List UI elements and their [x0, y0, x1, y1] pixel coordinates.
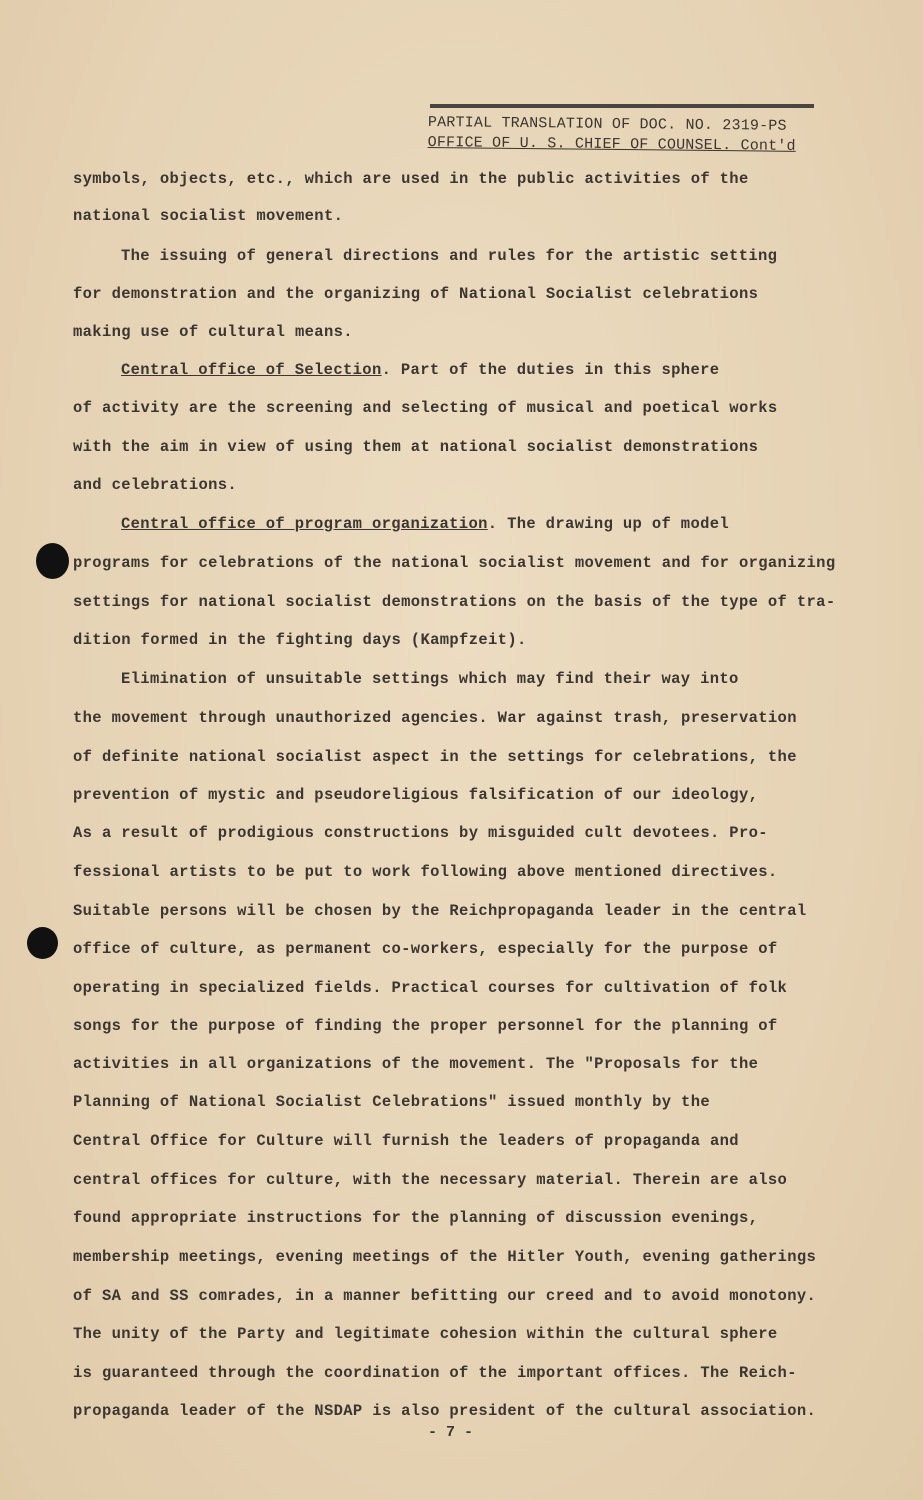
body-line: making use of cultural means.	[73, 323, 353, 341]
body-line: of SA and SS comrades, in a manner befitting our creed and to avoid monotony.	[73, 1287, 817, 1305]
body-line: is guaranteed through the coordination of the important offices. The Reich-	[73, 1364, 797, 1382]
section-heading-selection: Central office of Selection	[121, 361, 382, 379]
body-line: symbols, objects, etc., which are used in the public activities of the	[73, 170, 749, 188]
section-line-selection	[121, 361, 719, 379]
body-text: . The drawing up of model	[487, 515, 730, 533]
body-text: . Part of the duties in this sphere	[381, 361, 720, 379]
body-line: central offices for culture, with the necessary material. Therein are also	[73, 1171, 788, 1189]
body-line: programs for celebrations of the national socialist movement and for organizing	[73, 554, 836, 572]
body-line: national socialist movement.	[73, 207, 344, 225]
body-line: The issuing of general directions and rules for the artistic setting	[121, 247, 778, 265]
body-line: Planning of National Socialist Celebrations" issued monthly by the	[73, 1093, 710, 1111]
punch-hole-lower	[27, 927, 58, 959]
header-rule	[430, 104, 814, 108]
body-line: As a result of prodigious constructions by misguided cult devotees. Pro-	[73, 824, 768, 842]
header-line-2: OFFICE OF U. S. CHIEF OF COUNSEL. Cont'd	[427, 133, 796, 155]
body-line: dition formed in the fighting days (Kampfzeit).	[73, 631, 527, 649]
body-line: the movement through unauthorized agencies. War against trash, preservation	[73, 709, 797, 727]
body-line: operating in specialized fields. Practical courses for cultivation of folk	[73, 979, 788, 997]
body-line: for demonstration and the organizing of National Socialist celebrations	[73, 285, 759, 303]
body-line: activities in all organizations of the movement. The "Proposals for the	[73, 1055, 759, 1073]
body-line: Elimination of unsuitable settings which may find their way into	[121, 670, 739, 688]
body-line: and celebrations.	[73, 476, 238, 494]
page-number: - 7 -	[428, 1424, 474, 1441]
body-line: prevention of mystic and pseudoreligious falsification of our ideology,	[73, 786, 759, 804]
body-line: Suitable persons will be chosen by the Reichpropaganda leader in the central	[73, 902, 807, 920]
section-heading-program: Central office of program organization	[121, 515, 488, 533]
body-line: settings for national socialist demonstrations on the basis of the type of tra-	[73, 593, 836, 611]
body-line: propaganda leader of the NSDAP is also president of the cultural association.	[73, 1402, 817, 1420]
body-line: of definite national socialist aspect in the settings for celebrations, the	[73, 748, 797, 766]
section-line-program	[121, 515, 729, 533]
body-line: The unity of the Party and legitimate cohesion within the cultural sphere	[73, 1325, 778, 1343]
body-line: found appropriate instructions for the planning of discussion evenings,	[73, 1209, 759, 1227]
punch-hole-upper	[36, 543, 69, 579]
body-line: with the aim in view of using them at national socialist demonstrations	[73, 438, 759, 456]
body-line: membership meetings, evening meetings of the Hitler Youth, evening gatherings	[73, 1248, 817, 1266]
body-line: songs for the purpose of finding the proper personnel for the planning of	[73, 1017, 778, 1035]
header-line-1: PARTIAL TRANSLATION OF DOC. NO. 2319-PS	[427, 113, 787, 135]
body-line: Central Office for Culture will furnish the leaders of propaganda and	[73, 1132, 739, 1150]
body-line: fessional artists to be put to work following above mentioned directives.	[73, 863, 778, 881]
body-line: of activity are the screening and selecting of musical and poetical works	[73, 399, 778, 417]
body-line: office of culture, as permanent co-workers, especially for the purpose of	[73, 940, 778, 958]
document-header	[428, 113, 848, 157]
